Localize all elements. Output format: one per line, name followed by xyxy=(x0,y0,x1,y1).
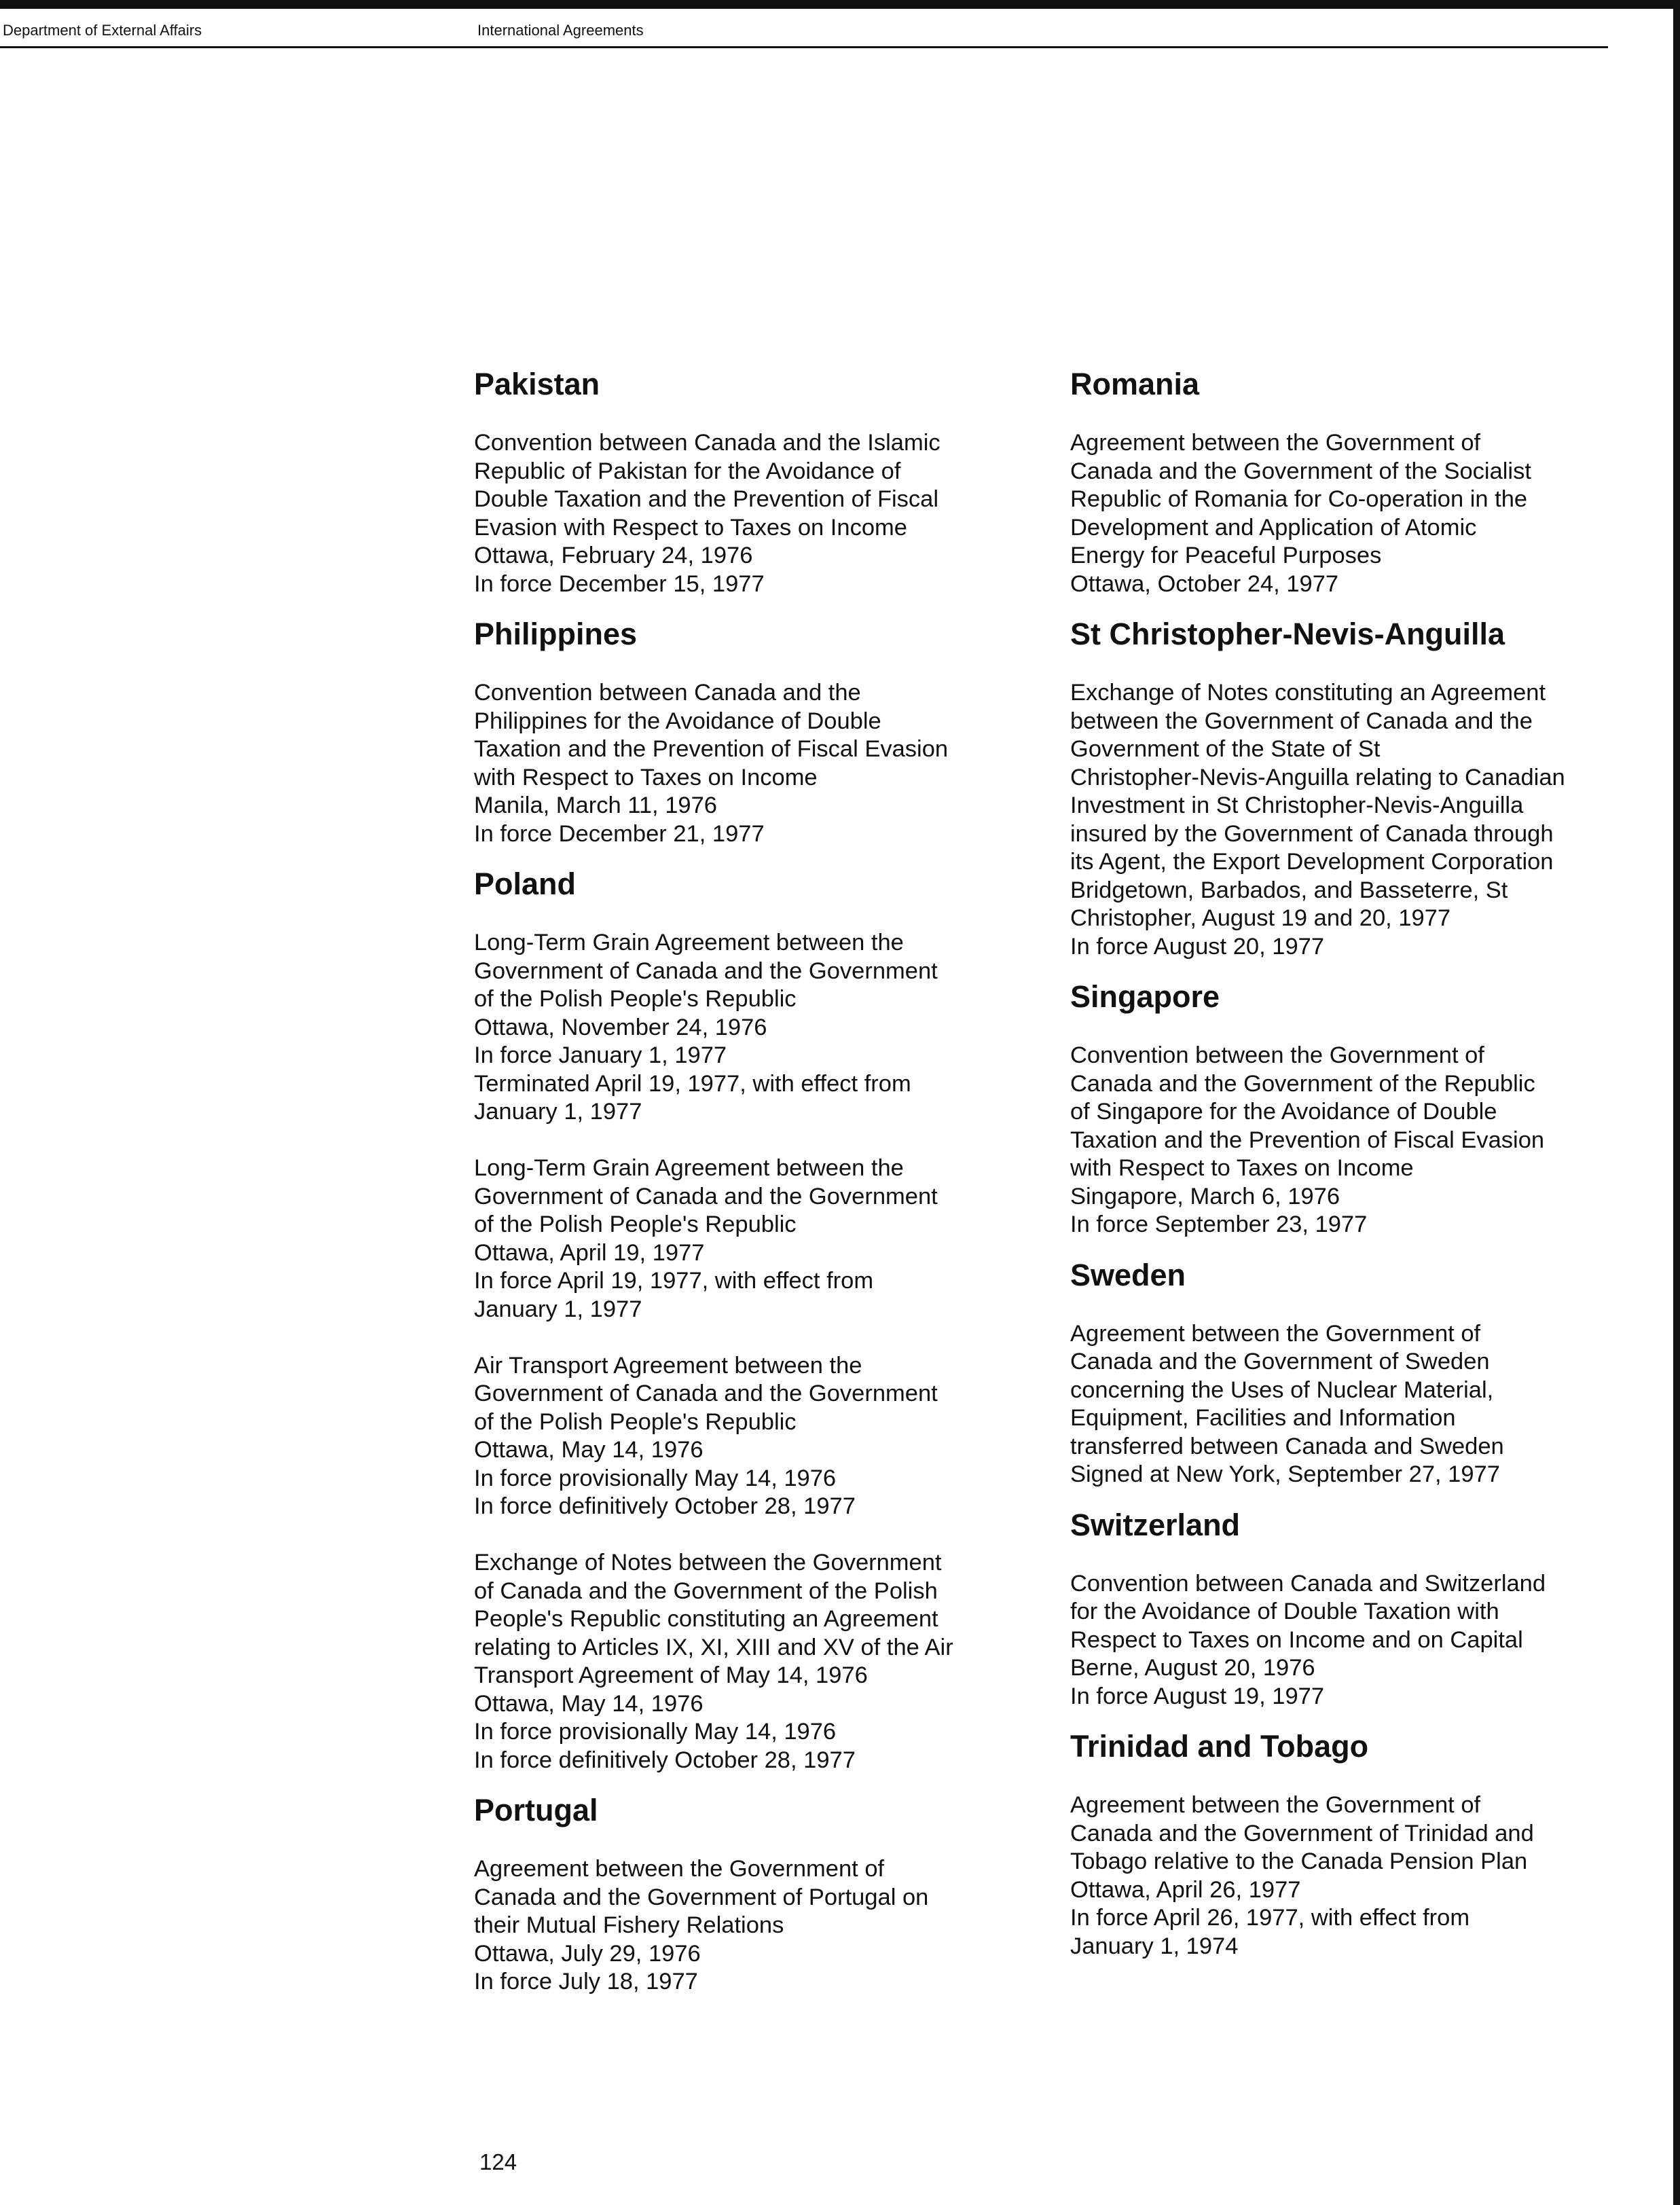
agreement-line: transferred between Canada and Sweden xyxy=(1070,1433,1504,1459)
country-heading: Sweden xyxy=(1070,1257,1186,1292)
country-heading: Pakistan xyxy=(474,367,600,401)
agreement-line: Berne, August 20, 1976 xyxy=(1070,1655,1315,1681)
agreement-line: Canada and the Government of Portugal on xyxy=(474,1884,929,1910)
agreement-entry xyxy=(474,429,1017,598)
agreement-line: with Respect to Taxes on Income xyxy=(1070,1155,1414,1181)
agreement-line: Agreement between the Government of xyxy=(1070,1792,1481,1818)
agreement-line: Long-Term Grain Agreement between the xyxy=(474,930,904,955)
agreement-line: Transport Agreement of May 14, 1976 xyxy=(474,1662,868,1688)
agreement-line: In force August 20, 1977 xyxy=(1070,933,1325,960)
agreement-line: Canada and the Government of the Republic xyxy=(1070,1070,1535,1097)
agreement-line: Air Transport Agreement between the xyxy=(474,1352,862,1379)
agreement-line: of the Polish People's Republic xyxy=(474,1408,797,1435)
country-section xyxy=(474,1789,1017,1997)
country-heading: St Christopher-Nevis-Anguilla xyxy=(1070,617,1505,651)
agreement-entry xyxy=(1070,1570,1613,1711)
country-section xyxy=(1070,1504,1613,1711)
agreement-line: Christopher, August 19 and 20, 1977 xyxy=(1070,905,1451,931)
agreement-line: Bridgetown, Barbados, and Basseterre, St xyxy=(1070,877,1508,903)
agreement-line: insured by the Government of Canada through xyxy=(1070,820,1554,847)
agreement-list xyxy=(474,1855,1017,1997)
agreement-line: with Respect to Taxes on Income xyxy=(474,764,818,790)
agreement-line: In force provisionally May 14, 1976 xyxy=(474,1465,837,1491)
agreement-entry xyxy=(1070,679,1613,961)
agreement-line: Agreement between the Government of xyxy=(1070,1320,1481,1347)
agreement-line: Evasion with Respect to Taxes on Income xyxy=(474,514,907,541)
running-head-left: Department of External Affairs xyxy=(3,22,202,39)
agreement-entry xyxy=(474,679,1017,848)
agreement-line: January 1, 1977 xyxy=(474,1296,642,1322)
agreement-list xyxy=(1070,679,1613,961)
country-section xyxy=(474,363,1017,598)
country-section xyxy=(1070,1726,1613,1961)
agreement-line: Convention between Canada and Switzerland xyxy=(1070,1570,1546,1597)
agreement-entry xyxy=(474,1855,1017,1997)
country-section xyxy=(1070,1254,1613,1489)
country-section xyxy=(1070,363,1613,598)
agreement-line: Government of Canada and the Government xyxy=(474,1381,938,1406)
agreement-entry xyxy=(1070,1042,1613,1239)
agreement-list xyxy=(1070,1042,1613,1239)
agreement-line: Agreement between the Government of xyxy=(1070,430,1481,456)
page-number: 124 xyxy=(479,2149,517,2174)
right-column xyxy=(1070,363,1613,1961)
agreement-list xyxy=(1070,1570,1613,1711)
country-heading: Philippines xyxy=(474,617,638,651)
right-edge-bar xyxy=(1673,0,1680,2205)
agreement-list xyxy=(1070,1320,1613,1489)
country-heading: Switzerland xyxy=(1070,1507,1241,1542)
agreement-list xyxy=(1070,429,1613,598)
agreement-line: Agreement between the Government of xyxy=(474,1856,885,1882)
agreement-line: In force December 15, 1977 xyxy=(474,570,765,597)
agreement-line: for the Avoidance of Double Taxation with xyxy=(1070,1599,1499,1624)
agreement-line: Ottawa, July 29, 1976 xyxy=(474,1940,701,1967)
agreement-entry xyxy=(1070,429,1613,598)
agreement-line: Energy for Peaceful Purposes xyxy=(1070,543,1382,568)
agreement-line: Canada and the Government of Sweden xyxy=(1070,1349,1490,1374)
agreement-line: Canada and the Government of the Socialist xyxy=(1070,458,1531,484)
agreement-line: Respect to Taxes on Income and on Capital xyxy=(1070,1626,1523,1653)
agreement-line: their Mutual Fishery Relations xyxy=(474,1912,784,1938)
agreement-line: Convention between Canada and the xyxy=(474,680,861,706)
agreement-line: Signed at New York, September 27, 1977 xyxy=(1070,1461,1500,1487)
agreement-list xyxy=(474,679,1017,848)
agreement-line: In force April 19, 1977, with effect from xyxy=(474,1268,874,1294)
header-rule xyxy=(0,46,1608,48)
agreement-line: Equipment, Facilities and Information xyxy=(1070,1405,1456,1431)
agreement-line: People's Republic constituting an Agreement xyxy=(474,1606,938,1632)
agreement-line: In force April 26, 1977, with effect from xyxy=(1070,1905,1470,1931)
agreement-line: Republic of Pakistan for the Avoidance of xyxy=(474,458,901,484)
agreement-line: Ottawa, May 14, 1976 xyxy=(474,1690,704,1717)
agreement-line: Ottawa, April 26, 1977 xyxy=(1070,1876,1301,1903)
agreement-line: In force January 1, 1977 xyxy=(474,1042,727,1068)
agreement-line: Ottawa, April 19, 1977 xyxy=(474,1239,705,1266)
agreement-line: its Agent, the Export Development Corporation xyxy=(1070,849,1554,875)
agreement-line: Exchange of Notes constituting an Agreement xyxy=(1070,680,1546,706)
agreement-entry xyxy=(474,1352,1017,1521)
country-section xyxy=(1070,976,1613,1239)
agreement-line: Philippines for the Avoidance of Double xyxy=(474,708,881,734)
agreement-line: Government of Canada and the Government xyxy=(474,1183,938,1209)
agreement-line: January 1, 1977 xyxy=(474,1099,642,1125)
agreement-line: Canada and the Government of Trinidad and xyxy=(1070,1820,1534,1846)
country-section xyxy=(474,613,1017,848)
agreement-line: Tobago relative to the Canada Pension Plan xyxy=(1070,1848,1528,1874)
agreement-list xyxy=(1070,1791,1613,1961)
agreement-line: Taxation and the Prevention of Fiscal Evasion xyxy=(1070,1127,1545,1153)
agreement-line: Ottawa, May 14, 1976 xyxy=(474,1437,704,1463)
left-column xyxy=(474,363,1017,1997)
agreement-line: Manila, March 11, 1976 xyxy=(474,792,717,818)
country-section xyxy=(474,863,1017,1774)
agreement-entry xyxy=(474,929,1017,1127)
agreement-line: Republic of Romania for Co-operation in the xyxy=(1070,486,1528,512)
agreement-line: In force July 18, 1977 xyxy=(474,1969,698,1994)
agreement-line: between the Government of Canada and the xyxy=(1070,708,1533,734)
agreement-entry xyxy=(474,1549,1017,1774)
agreement-line: relating to Articles IX, XI, XIII and XV of the Air xyxy=(474,1634,953,1660)
agreement-line: In force definitively October 28, 1977 xyxy=(474,1493,856,1519)
agreement-line: Development and Application of Atomic xyxy=(1070,514,1477,541)
agreement-line: In force August 19, 1977 xyxy=(1070,1683,1325,1709)
agreement-entry xyxy=(1070,1791,1613,1961)
agreement-line: Convention between Canada and the Islamic xyxy=(474,430,941,456)
agreement-line: Double Taxation and the Prevention of Fiscal xyxy=(474,486,939,512)
agreement-line: Ottawa, October 24, 1977 xyxy=(1070,570,1339,597)
top-edge-bar xyxy=(0,0,1680,9)
agreement-line: Government of the State of St xyxy=(1070,736,1381,762)
agreement-line: Convention between the Government of xyxy=(1070,1042,1484,1068)
agreement-list xyxy=(474,429,1017,598)
running-head-right: International Agreements xyxy=(477,22,644,39)
country-heading: Singapore xyxy=(1070,979,1220,1014)
agreement-line: Government of Canada and the Government xyxy=(474,958,938,984)
agreement-line: of the Polish People's Republic xyxy=(474,1211,797,1237)
country-section xyxy=(1070,613,1613,961)
agreement-line: In force September 23, 1977 xyxy=(1070,1211,1368,1237)
agreement-line: Terminated April 19, 1977, with effect from xyxy=(474,1070,911,1097)
agreement-entry xyxy=(1070,1320,1613,1489)
agreement-line: In force definitively October 28, 1977 xyxy=(474,1747,856,1773)
country-heading: Portugal xyxy=(474,1793,598,1827)
agreement-line: concerning the Uses of Nuclear Material, xyxy=(1070,1377,1494,1403)
agreement-line: In force provisionally May 14, 1976 xyxy=(474,1719,837,1745)
agreement-list xyxy=(474,929,1017,1774)
agreement-line: Investment in St Christopher-Nevis-Anguilla xyxy=(1070,792,1524,818)
agreement-entry xyxy=(474,1154,1017,1324)
country-heading: Trinidad and Tobago xyxy=(1070,1729,1369,1764)
agreement-line: of Singapore for the Avoidance of Double xyxy=(1070,1099,1497,1125)
agreement-line: In force December 21, 1977 xyxy=(474,820,765,847)
country-heading: Romania xyxy=(1070,367,1200,401)
country-heading: Poland xyxy=(474,867,577,901)
agreement-line: Singapore, March 6, 1976 xyxy=(1070,1183,1340,1209)
agreement-line: Ottawa, February 24, 1976 xyxy=(474,543,753,568)
agreement-line: Ottawa, November 24, 1976 xyxy=(474,1014,767,1040)
agreement-line: Long-Term Grain Agreement between the xyxy=(474,1155,904,1181)
agreement-line: of the Polish People's Republic xyxy=(474,986,797,1012)
agreement-line: Christopher-Nevis-Anguilla relating to Canadian xyxy=(1070,764,1565,790)
agreement-line: Exchange of Notes between the Government xyxy=(474,1550,942,1575)
agreement-line: of Canada and the Government of the Polish xyxy=(474,1578,938,1604)
agreement-line: January 1, 1974 xyxy=(1070,1933,1239,1959)
agreement-line: Taxation and the Prevention of Fiscal Evasion xyxy=(474,736,949,762)
